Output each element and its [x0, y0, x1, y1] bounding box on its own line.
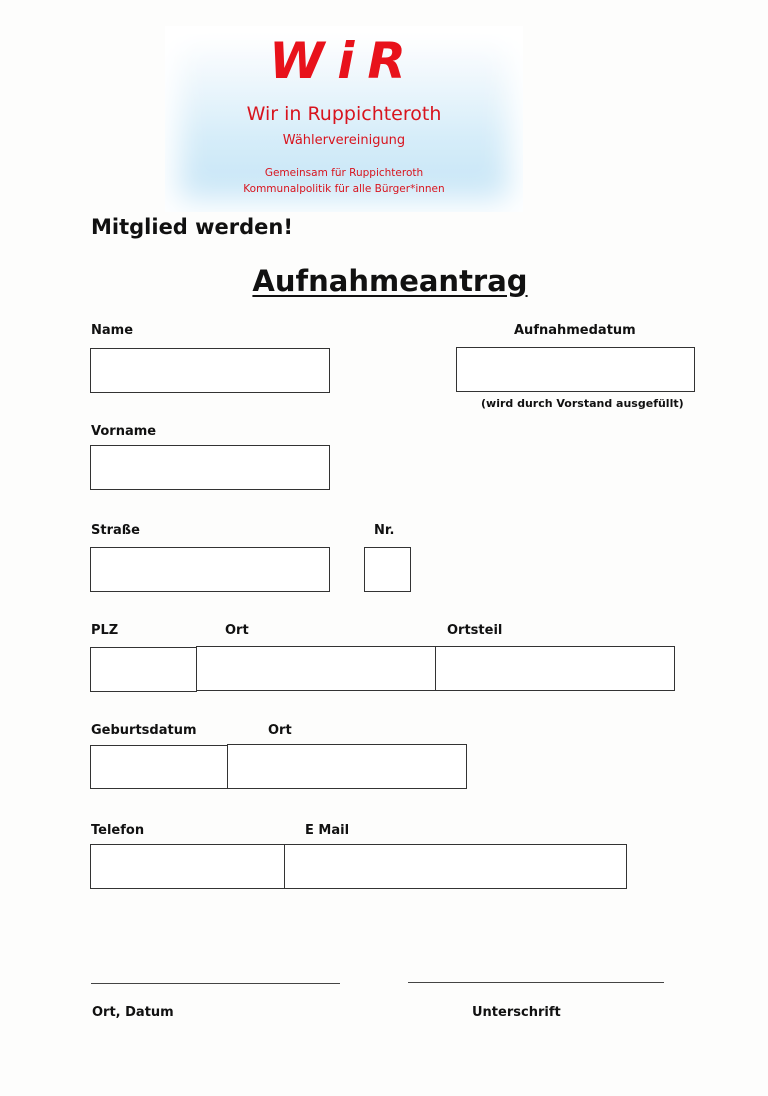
ortsteil-label: Ortsteil [447, 623, 503, 638]
signature-label: Unterschrift [472, 1005, 561, 1020]
telefon-field[interactable] [90, 844, 285, 889]
aufnahmedatum-label: Aufnahmedatum [514, 323, 636, 338]
aufnahmedatum-field[interactable] [456, 347, 695, 392]
ort-label: Ort [225, 623, 249, 638]
geburtsdatum-label: Geburtsdatum [91, 723, 197, 738]
wir-logo: WiR [269, 32, 419, 90]
nr-label: Nr. [374, 523, 395, 538]
aufnahmedatum-note: (wird durch Vorstand ausgefüllt) [481, 397, 684, 410]
vorname-label: Vorname [91, 424, 157, 439]
place-date-line[interactable] [91, 983, 340, 984]
email-label: E Mail [305, 823, 350, 838]
ort-field[interactable] [196, 646, 436, 691]
telefon-label: Telefon [91, 823, 145, 838]
geburtsort-label: Ort [268, 723, 292, 738]
tagline-1: Gemeinsam für Ruppichteroth [264, 167, 424, 179]
org-type: Wählervereinigung [282, 133, 406, 148]
ortsteil-field[interactable] [435, 646, 675, 691]
geburtsort-field[interactable] [227, 744, 467, 789]
form-title: Aufnahmeantrag [252, 264, 528, 298]
org-name: Wir in Ruppichteroth [246, 103, 442, 125]
nr-field[interactable] [364, 547, 411, 592]
name-label: Name [91, 323, 134, 338]
email-field[interactable] [284, 844, 627, 889]
vorname-field[interactable] [90, 445, 330, 490]
name-field[interactable] [90, 348, 330, 393]
plz-field[interactable] [90, 647, 197, 692]
strasse-field[interactable] [90, 547, 330, 592]
plz-label: PLZ [91, 623, 119, 638]
geburtsdatum-field[interactable] [90, 745, 228, 789]
tagline-2: Kommunalpolitik für alle Bürger*innen [243, 183, 445, 195]
strasse-label: Straße [91, 523, 140, 538]
signature-line[interactable] [408, 982, 664, 983]
headline: Mitglied werden! [91, 215, 293, 239]
header-banner [165, 26, 523, 212]
place-date-label: Ort, Datum [92, 1005, 174, 1020]
